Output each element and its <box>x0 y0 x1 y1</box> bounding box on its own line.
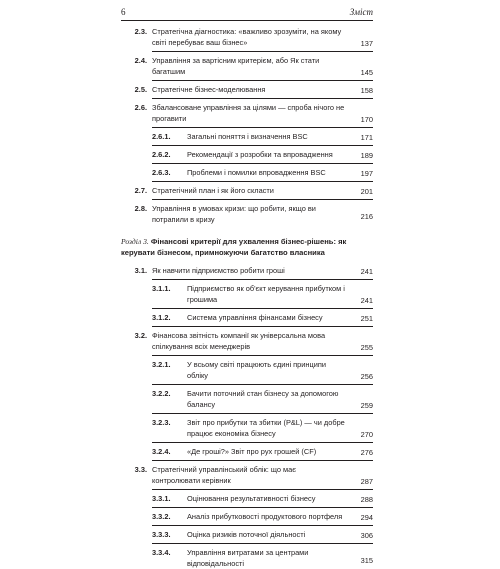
subentry-title: Бачити поточний стан бізнесу за допомогою балансу <box>187 389 339 409</box>
subentry-page: 306 <box>360 531 373 540</box>
subentry-page: 259 <box>360 401 373 410</box>
subentry-page: 197 <box>360 169 373 178</box>
subentry-title: Підприємство як об'єкт керування прибутком і грошима <box>187 284 345 304</box>
subentry-page: 256 <box>360 372 373 381</box>
page-number: 6 <box>121 7 126 17</box>
subentry-title: Проблеми і помилки впровадження BSC <box>187 168 326 177</box>
toc-subentry[interactable] <box>121 146 373 164</box>
subentry-page: 241 <box>360 296 373 305</box>
subentry-number: 3.2.2. <box>152 389 171 398</box>
toc-subentry[interactable] <box>121 544 373 569</box>
entry-title: Стратегічне бізнес-моделювання <box>152 85 266 94</box>
entry-title: Як навчити підприємство робити гроші <box>152 266 285 275</box>
entry-number: 3.1. <box>134 266 147 275</box>
toc-subentry[interactable] <box>121 508 373 526</box>
subentry-number: 3.2.4. <box>152 447 171 456</box>
subentry-title: Звіт про прибутки та збитки (P&L) — чи добре працює економіка бізнесу <box>187 418 345 438</box>
running-head: Зміст <box>349 7 373 17</box>
page-header <box>0 0 500 24</box>
table-of-contents <box>121 23 373 569</box>
entry-page: 287 <box>360 477 373 486</box>
toc-subentry[interactable] <box>121 164 373 182</box>
section-title: Фінансові критерії для ухвалення бізнес-рішень: як керувати бізнесом, примножуючи багатство власника <box>121 237 347 257</box>
header-rule <box>121 20 373 21</box>
entry-title: Стратегічна діагностика: «важливо зрозуміти, на якому світі перебуває ваш бізнес» <box>152 27 342 47</box>
subentry-number: 3.3.3. <box>152 530 171 539</box>
subentry-page: 288 <box>360 495 373 504</box>
entry-page: 255 <box>360 343 373 352</box>
toc-subentry[interactable] <box>121 490 373 508</box>
toc-subentry[interactable] <box>121 385 373 414</box>
subentry-title: Рекомендації з розробки та впровадження <box>187 150 333 159</box>
toc-subentry[interactable] <box>121 526 373 544</box>
section-lead: Розділ 3. <box>121 237 149 246</box>
entry-number: 2.3. <box>134 27 147 36</box>
subentry-page: 315 <box>360 556 373 565</box>
subentry-number: 2.6.1. <box>152 132 171 141</box>
toc-subentry[interactable] <box>121 443 373 461</box>
subentry-number: 2.6.3. <box>152 168 171 177</box>
entry-title: Стратегічний управлінський облік: що має контролювати керівник <box>152 465 297 485</box>
entry-page: 216 <box>360 212 373 221</box>
subentry-title: Оцінка ризиків поточної діяльності <box>187 530 306 539</box>
entry-number: 2.5. <box>134 85 147 94</box>
toc-subentry[interactable] <box>121 128 373 146</box>
toc-subentry[interactable] <box>121 280 373 309</box>
subentry-number: 3.3.4. <box>152 548 171 557</box>
subentry-number: 3.3.1. <box>152 494 171 503</box>
subentry-page: 294 <box>360 513 373 522</box>
entry-title: Управління в умовах кризи: що робити, якщо ви потрапили в кризу <box>152 204 316 224</box>
subentry-title: Загальні поняття і визначення BSC <box>187 132 308 141</box>
subentry-number: 3.2.3. <box>152 418 171 427</box>
toc-subentry[interactable] <box>121 309 373 327</box>
entry-number: 2.8. <box>134 204 147 213</box>
entry-number: 2.7. <box>134 186 147 195</box>
entry-page: 145 <box>360 68 373 77</box>
subentry-title: Оцінювання результативності бізнесу <box>187 494 316 503</box>
section-heading <box>121 225 373 262</box>
toc-entry[interactable] <box>121 99 373 128</box>
toc-entry[interactable] <box>121 182 373 200</box>
entry-title: Стратегічний план і як його скласти <box>152 186 274 195</box>
subentry-number: 3.3.2. <box>152 512 171 521</box>
subentry-title: «Де гроші?» Звіт про рух грошей (CF) <box>187 447 317 456</box>
entry-title: Фінансова звітність компанії як універсальна мова спілкування всіх менеджерів <box>152 331 326 351</box>
entry-title: Управління за вартісним критерієм, або Як стати багатшим <box>152 56 320 76</box>
toc-entry[interactable] <box>121 52 373 81</box>
subentry-number: 2.6.2. <box>152 150 171 159</box>
entry-number: 3.3. <box>134 465 147 474</box>
entry-page: 158 <box>360 86 373 95</box>
subentry-page: 276 <box>360 448 373 457</box>
subentry-title: Управління витратами за центрами відповідальності <box>187 548 309 568</box>
subentry-page: 251 <box>360 314 373 323</box>
entry-title: Збалансоване управління за цілями — спроба нічого не прогавити <box>152 103 345 123</box>
subentry-title: Аналіз прибутковості продуктового портфеля <box>187 512 343 521</box>
toc-entry[interactable] <box>121 262 373 280</box>
toc-subentry[interactable] <box>121 356 373 385</box>
subentry-number: 3.2.1. <box>152 360 171 369</box>
entry-page: 241 <box>360 267 373 276</box>
subentry-title: Система управління фінансами бізнесу <box>187 313 323 322</box>
subentry-number: 3.1.1. <box>152 284 171 293</box>
subentry-title: У всьому світі працюють єдині принципи обліку <box>187 360 326 380</box>
subentry-page: 171 <box>360 133 373 142</box>
subentry-number: 3.1.2. <box>152 313 171 322</box>
toc-entry[interactable] <box>121 327 373 356</box>
entry-page: 170 <box>360 115 373 124</box>
toc-subentry[interactable] <box>121 414 373 443</box>
entry-number: 2.6. <box>134 103 147 112</box>
toc-entry[interactable] <box>121 81 373 99</box>
entry-page: 201 <box>360 187 373 196</box>
toc-entry[interactable] <box>121 200 373 225</box>
entry-page: 137 <box>360 39 373 48</box>
entry-number: 2.4. <box>134 56 147 65</box>
toc-entry[interactable] <box>121 461 373 490</box>
toc-entry[interactable] <box>121 23 373 52</box>
subentry-page: 189 <box>360 151 373 160</box>
entry-number: 3.2. <box>134 331 147 340</box>
subentry-page: 270 <box>360 430 373 439</box>
